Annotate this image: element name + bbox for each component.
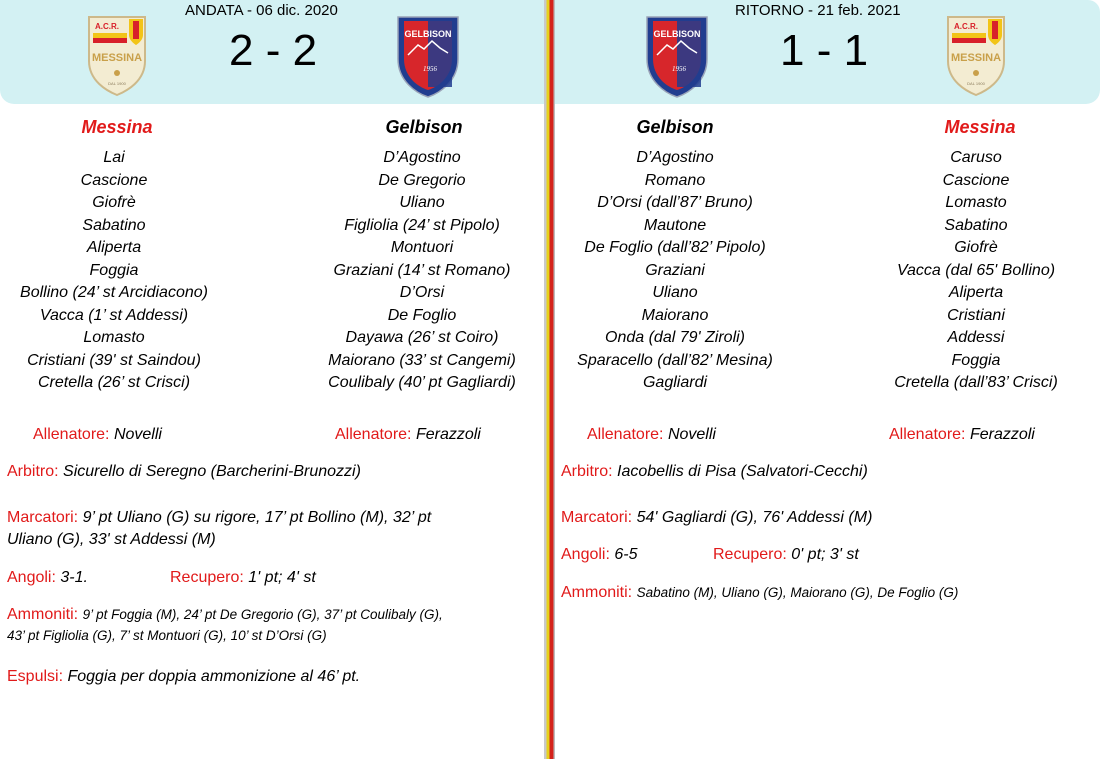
player-name: Cretella (dall’83’ Crisci) xyxy=(894,374,1058,391)
messina-crest-icon xyxy=(946,15,1006,97)
andata-away-lineup xyxy=(292,147,552,395)
player-name: Giofrè xyxy=(954,239,998,256)
player-name: Cristiani xyxy=(947,306,1005,324)
ritorno-recovery xyxy=(713,544,859,566)
referee-label: Arbitro: xyxy=(561,463,613,480)
andata-sentoff xyxy=(7,666,360,688)
player-name: De Gregorio xyxy=(378,171,466,189)
coach-name: Ferazzoli xyxy=(969,426,1035,443)
player-name: Maiorano (33’ st Cangemi) xyxy=(328,351,516,369)
player-name: Addessi xyxy=(947,329,1005,346)
player-name: Giofrè xyxy=(92,194,136,211)
player-name: Uliano xyxy=(399,194,445,211)
booked-value: 9’ pt Foggia (M), 24’ pt De Gregorio (G), 37’ pt Coulibaly (G), xyxy=(82,607,443,622)
player-name: D’Agostino xyxy=(636,149,714,166)
referee-value: Iacobellis di Pisa (Salvatori-Cecchi) xyxy=(617,463,868,480)
player-name: D’Orsi (dall’87’ Bruno) xyxy=(597,194,753,211)
andata-away-team-name: Gelbison xyxy=(385,117,463,137)
player-name: Cretella (26’ st Crisci) xyxy=(37,374,191,391)
svg-text:1956: 1956 xyxy=(423,65,437,73)
gelbison-crest-icon xyxy=(645,15,709,99)
svg-text:A.C.R.: A.C.R. xyxy=(95,22,119,31)
scorers-value: 9’ pt Uliano (G) su rigore, 17’ pt Bollino (M), 32’ pt xyxy=(82,509,432,526)
player-name: Aliperta xyxy=(948,284,1004,301)
ritorno-home-lineup xyxy=(545,147,805,395)
ritorno-booked xyxy=(561,582,958,604)
ritorno-away-lineup xyxy=(846,147,1100,395)
andata-booked-continued: 43’ pt Figliolia (G), 7’ st Montuori (G), 10’ st D’Orsi (G) xyxy=(7,628,327,643)
sentoff-label: Espulsi: xyxy=(7,668,64,685)
booked-label: Ammoniti: xyxy=(7,606,79,623)
ritorno-score: 1 - 1 xyxy=(780,26,869,75)
andata-scorers-continued: Uliano (G), 33' st Addessi (M) xyxy=(7,531,216,548)
coach-label: Allenatore: xyxy=(335,426,412,443)
player-name: Graziani xyxy=(645,261,705,279)
booked-value: Sabatino (M), Uliano (G), Maiorano (G), De Foglio (G) xyxy=(636,585,959,600)
andata-score: 2 - 2 xyxy=(229,26,318,75)
ritorno-home-coach xyxy=(587,424,716,446)
ritorno-away-team-name: Messina xyxy=(944,117,1016,137)
player-name: De Foglio (dall’82’ Pipolo) xyxy=(584,239,766,256)
player-name: Foggia xyxy=(89,261,139,279)
andata-recovery xyxy=(170,567,316,589)
andata-away-coach xyxy=(335,424,481,446)
coach-name: Novelli xyxy=(113,426,162,443)
andata-referee xyxy=(7,461,361,483)
player-name: Foggia xyxy=(951,351,1001,369)
scorers-label: Marcatori: xyxy=(7,509,79,526)
ritorno-home-team-name: Gelbison xyxy=(636,117,714,137)
referee-label: Arbitro: xyxy=(7,463,59,480)
player-name: Cascione xyxy=(80,171,148,189)
player-name: Maiorano xyxy=(641,306,709,324)
player-name: Vacca (1’ st Addessi) xyxy=(39,306,189,324)
player-name: Lomasto xyxy=(83,329,145,346)
player-name: Figliolia (24’ st Pipolo) xyxy=(344,216,500,234)
coach-name: Novelli xyxy=(667,426,716,443)
coach-label: Allenatore: xyxy=(33,426,110,443)
andata-date: ANDATA - 06 dic. 2020 xyxy=(185,2,338,19)
recovery-value: 0' pt; 3' st xyxy=(791,546,859,563)
player-name: Gagliardi xyxy=(642,374,708,391)
svg-text:MESSINA: MESSINA xyxy=(91,52,143,64)
player-name: Bollino (24’ st Arcidiacono) xyxy=(20,284,208,301)
svg-text:A.C.R.: A.C.R. xyxy=(954,22,978,31)
player-name: D’Agostino xyxy=(383,149,461,166)
svg-text:GELBISON: GELBISON xyxy=(653,29,701,39)
player-name: Uliano xyxy=(652,284,698,301)
andata-home-coach xyxy=(33,424,162,446)
player-name: Sabatino xyxy=(82,216,146,234)
player-name: Cascione xyxy=(942,171,1010,189)
recovery-label: Recupero: xyxy=(713,546,787,563)
recovery-value: 1' pt; 4' st xyxy=(248,569,316,586)
player-name: Sabatino xyxy=(944,216,1008,234)
corners-value: 6-5 xyxy=(614,546,638,563)
player-name: De Foglio xyxy=(387,306,457,324)
player-name: Graziani (14’ st Romano) xyxy=(333,261,511,279)
player-name: Onda (dal 79' Ziroli) xyxy=(605,329,745,346)
svg-text:DAL 1900: DAL 1900 xyxy=(108,81,126,86)
player-name: Caruso xyxy=(950,149,1002,166)
player-name: Lai xyxy=(103,149,125,166)
booked-label: Ammoniti: xyxy=(561,584,633,601)
player-name: Montuori xyxy=(390,239,454,256)
coach-label: Allenatore: xyxy=(587,426,664,443)
player-name: Lomasto xyxy=(945,194,1007,211)
andata-corners xyxy=(7,567,88,589)
player-name: Dayawa (26’ st Coiro) xyxy=(345,329,499,346)
corners-label: Angoli: xyxy=(561,546,610,563)
svg-text:DAL 1900: DAL 1900 xyxy=(967,81,985,86)
corners-value: 3-1. xyxy=(60,569,88,586)
player-name: Vacca (dal 65' Bollino) xyxy=(896,261,1056,279)
scorers-label: Marcatori: xyxy=(561,509,633,526)
sentoff-value: Foggia per doppia ammonizione al 46’ pt. xyxy=(67,668,361,685)
ritorno-date: RITORNO - 21 feb. 2021 xyxy=(735,2,901,19)
svg-text:1956: 1956 xyxy=(672,65,686,73)
scorers-value: 54' Gagliardi (G), 76' Addessi (M) xyxy=(636,509,873,526)
andata-booked xyxy=(7,604,443,626)
player-name: Cristiani (39' st Saindou) xyxy=(27,351,201,369)
referee-value: Sicurello di Seregno (Barcherini-Brunozzi) xyxy=(63,463,361,480)
coach-name: Ferazzoli xyxy=(415,426,481,443)
corners-label: Angoli: xyxy=(7,569,56,586)
messina-crest-icon xyxy=(87,15,147,97)
recovery-label: Recupero: xyxy=(170,569,244,586)
player-name: Sparacello (dall’82’ Mesina) xyxy=(577,351,773,369)
gelbison-crest-icon xyxy=(396,15,460,99)
player-name: Romano xyxy=(644,171,706,189)
ritorno-scorers xyxy=(561,507,872,529)
player-name: Aliperta xyxy=(86,239,142,256)
svg-text:GELBISON: GELBISON xyxy=(404,29,452,39)
andata-home-team-name: Messina xyxy=(81,117,153,137)
player-name: Mautone xyxy=(643,216,707,234)
andata-home-lineup xyxy=(0,147,244,395)
player-name: D’Orsi xyxy=(399,284,445,301)
ritorno-referee xyxy=(561,461,868,483)
player-name: Coulibaly (40’ pt Gagliardi) xyxy=(328,374,516,391)
svg-text:MESSINA: MESSINA xyxy=(950,52,1002,64)
ritorno-corners xyxy=(561,544,638,566)
coach-label: Allenatore: xyxy=(889,426,966,443)
ritorno-away-coach xyxy=(889,424,1035,446)
andata-scorers xyxy=(7,507,431,529)
